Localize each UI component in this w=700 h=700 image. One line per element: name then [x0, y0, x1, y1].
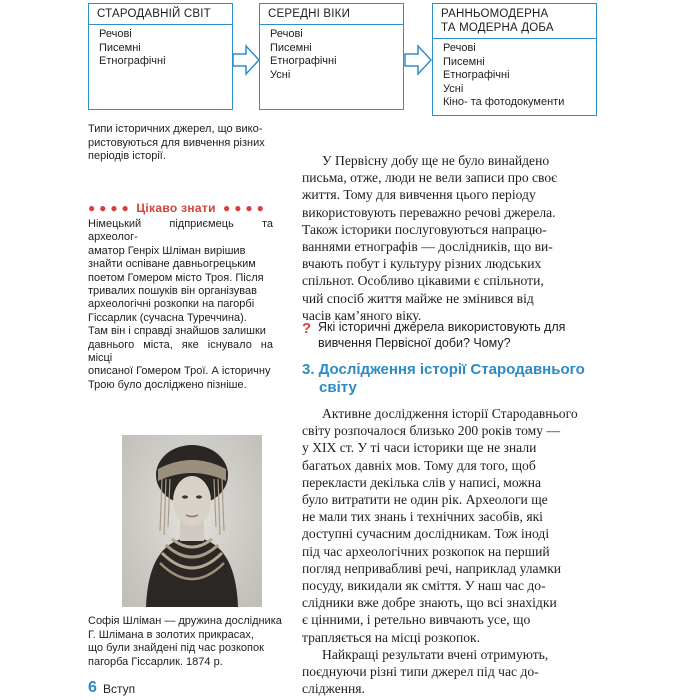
- text-line: було витратити не один рік. Археологи ще: [302, 492, 548, 508]
- question-mark-icon: ?: [302, 320, 312, 337]
- question-line: Які історичні джерела використовують для: [318, 320, 566, 334]
- portrait-illustration: [122, 435, 262, 607]
- note-line: тривалих пошуків він організував: [88, 285, 257, 298]
- text-line: Найкращі результати вчені отримують,: [322, 646, 549, 662]
- list-item: Речові: [270, 28, 303, 40]
- caption-line: періодів історії.: [88, 150, 166, 162]
- note-line: поетом Гомером місто Троя. Після: [88, 271, 264, 284]
- section-heading: [302, 361, 602, 397]
- list-item: Етнографічні: [99, 55, 166, 67]
- caption-line: Г. Шлімана в золотих прикрасах,: [88, 628, 254, 641]
- caption-line: пагорба Гіссарлик. 1874 р.: [88, 655, 223, 668]
- text-line: світу розпочалося близько 200 років тому —: [302, 423, 561, 439]
- arrow-right-icon: [232, 44, 260, 76]
- text-line: погляд непривабливі речі, наприклад уламки: [302, 560, 562, 576]
- text-line: Активне дослідження історії Стародавнього: [322, 406, 578, 421]
- list-item: Речові: [443, 42, 476, 54]
- source-box-middle-ages: [259, 3, 404, 110]
- text-line: Також історики послуговуються напрацю-: [302, 221, 547, 237]
- text-line: доступні сучасним дослідникам. Тож іноді: [302, 526, 550, 542]
- text-line: ваннями етнографів — дослідників, що ви-: [302, 239, 553, 255]
- text-line: використовують переважно речові джерела.: [302, 204, 556, 220]
- text-line: часів кам’яного віку.: [302, 307, 422, 323]
- box-title: СЕРЕДНІ ВІКИ: [260, 4, 403, 25]
- list-item: Етнографічні: [443, 69, 510, 81]
- list-item: Писемні: [99, 41, 141, 54]
- text-line: письма, отже, люди не вели записи про своє: [302, 170, 558, 186]
- heading-line: світу: [319, 379, 357, 396]
- caption-line: що були знайдені під час розкопок: [88, 642, 264, 654]
- text-line: спільнот. Особливо цікавими є спільноти,: [302, 273, 544, 289]
- list-item: Етнографічні: [270, 55, 337, 67]
- text-line: трапляється на місці розкопок.: [302, 629, 481, 645]
- text-line: чий спосіб життя майже не змінився від: [302, 290, 534, 306]
- source-box-modern: [432, 3, 597, 116]
- list-item: Кіно- та фотодокументи: [443, 96, 565, 108]
- source-box-ancient: [88, 3, 233, 110]
- text-line: вчають побут і культуру різних людських: [302, 256, 542, 272]
- photo-caption: [88, 615, 288, 669]
- caption-line: Типи історичних джерел, що вико-: [88, 123, 263, 135]
- box-title-line: ТА МОДЕРНА ДОБА: [441, 22, 554, 34]
- text-line: поєднуючи різні типи джерел під час до-: [302, 664, 539, 680]
- list-item: Усні: [443, 82, 464, 95]
- text-line: слідження.: [302, 681, 365, 697]
- text-line: посуду, викидали як сміття. У наш час до-: [302, 578, 546, 594]
- page-number: 6: [88, 679, 97, 696]
- paragraph-ancient-research: [302, 405, 597, 697]
- paragraph-primitive-era: [302, 152, 597, 324]
- question-line: вивчення Первісної доби? Чому?: [318, 336, 511, 350]
- text-line: перекласти декілька слів у написі, можна: [302, 474, 542, 490]
- text-line: слідники вже добре знають, що всі знахідки: [302, 595, 557, 611]
- arrow-right-icon: [404, 44, 432, 76]
- heading-line: 3. Дослідження історії Стародавнього: [302, 361, 585, 378]
- caption-line: ристовуються для вивчення різних: [88, 136, 265, 149]
- text-line: є цінними, і ретельно вивчають усе, що: [302, 612, 531, 628]
- diagram-caption: [88, 123, 288, 164]
- note-line: Гіссарлик (сучасна Туреччина).: [88, 311, 247, 324]
- section-label: Вступ: [103, 682, 136, 696]
- caption-line: Софія Шліман — дружина дослідника: [88, 615, 282, 627]
- note-title: ● ● ● ● Цікаво знати ● ● ● ●: [88, 201, 265, 215]
- text-line: під час археологічних розкопок на перший: [302, 543, 550, 559]
- portrait-photo: [122, 435, 262, 607]
- text-line: не мали тих знань і технічних засобів, які: [302, 509, 543, 525]
- note-line: давнього міста, яке існувало на місці: [88, 338, 273, 365]
- note-line: Там він і справді знайшов залишки: [88, 325, 266, 338]
- text-line: у XIX ст. У ті часи історики ще не знали: [302, 440, 537, 456]
- list-item: Писемні: [443, 55, 485, 68]
- text-line: багатьох давніх мов. Тому для того, щоб: [302, 457, 536, 473]
- review-question: [318, 319, 600, 351]
- text-line: життя. Тому для вивчення цього періоду: [302, 187, 536, 203]
- text-line: У Первісну добу ще не було винайдено: [322, 153, 550, 168]
- box-title: [433, 4, 596, 39]
- note-line: Німецький підприємець та археолог-: [88, 218, 273, 244]
- list-item: Усні: [270, 68, 291, 81]
- note-line: знайти оспіване давньогрецьким: [88, 258, 256, 271]
- note-line: Трою було досліджено пізніше.: [88, 378, 247, 391]
- note-line: аматор Генріх Шліман вирішив: [88, 244, 246, 257]
- box-title: СТАРОДАВНІЙ СВІТ: [89, 4, 232, 25]
- box-title-line: РАННЬОМОДЕРНА: [441, 8, 549, 20]
- list-item: Речові: [99, 28, 132, 40]
- list-item: Писемні: [270, 41, 312, 54]
- note-text: [88, 218, 273, 392]
- note-line: археологічні розкопки на пагорбі: [88, 298, 255, 311]
- note-line: описаної Гомером Трої. А історичну: [88, 365, 271, 378]
